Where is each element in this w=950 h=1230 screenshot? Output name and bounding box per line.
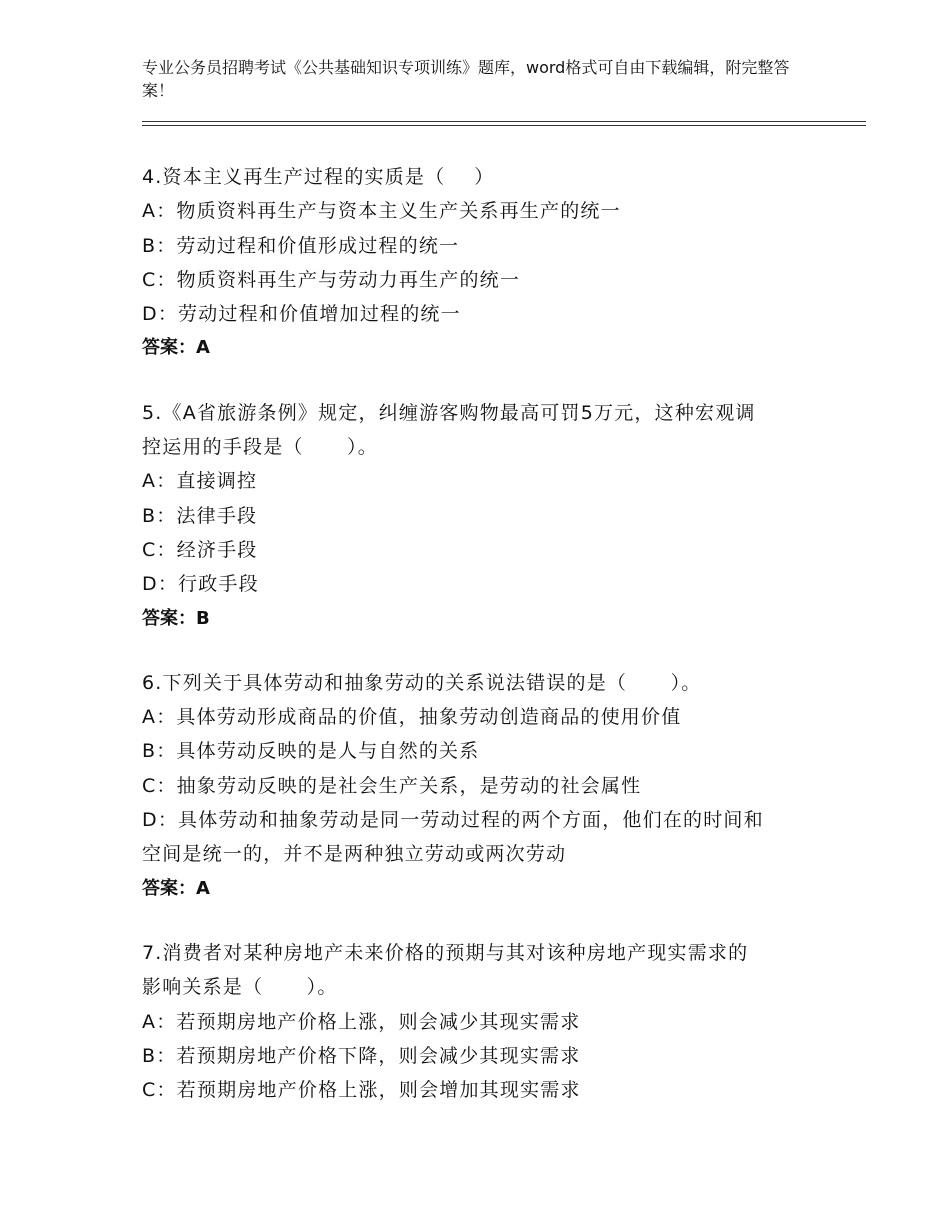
answer-label: 答案：A (142, 337, 210, 359)
option-b: B：劳动过程和价值形成过程的统一 (142, 234, 460, 257)
question-stem: 6.下列关于具体劳动和抽象劳动的关系说法错误的是（ ）。 (142, 671, 702, 694)
option-c: C：抽象劳动反映的是社会生产关系，是劳动的社会属性 (142, 774, 642, 797)
option-b: B：法律手段 (142, 504, 258, 527)
option-a: A：直接调控 (142, 470, 258, 493)
question-stem: 7.消费者对某种房地产未来价格的预期与其对该种房地产现实需求的 (142, 941, 749, 964)
option-d: D：行政手段 (142, 573, 259, 596)
question-stem: 4.资本主义再生产过程的实质是（ ） (142, 166, 495, 188)
question-list (142, 160, 822, 1137)
header-divider-top (142, 121, 866, 122)
question-stem: 5.《A省旅游条例》规定，纠缠游客购物最高可罚5万元，这种宏观调 (142, 401, 756, 424)
option-c: C：物质资料再生产与劳动力再生产的统一 (142, 268, 521, 291)
question-5 (142, 396, 822, 636)
question-7 (142, 936, 822, 1107)
option-c: C：经济手段 (142, 538, 258, 561)
question-stem-continued: 影响关系是（ ）。 (142, 976, 338, 999)
option-a: A：物质资料再生产与资本主义生产关系再生产的统一 (142, 200, 621, 223)
option-c: C：若预期房地产价格上涨，则会增加其现实需求 (142, 1079, 581, 1102)
header-divider-bottom (142, 125, 866, 126)
option-d: D：劳动过程和价值增加过程的统一 (142, 303, 461, 326)
question-6 (142, 666, 822, 906)
document-header: 专业公务员招聘考试《公共基础知识专项训练》题库，word格式可自由下载编辑，附完整答案！ (142, 58, 790, 100)
option-d-continued: 空间是统一的，并不是两种独立劳动或两次劳动 (142, 843, 567, 866)
question-stem-continued: 控运用的手段是（ ）。 (142, 436, 378, 459)
question-4 (142, 160, 822, 366)
answer-label: 答案：A (142, 877, 210, 899)
answer-label: 答案：B (142, 607, 210, 629)
option-a: A：若预期房地产价格上涨，则会减少其现实需求 (142, 1010, 581, 1033)
option-b: B：具体劳动反映的是人与自然的关系 (142, 740, 480, 763)
option-b: B：若预期房地产价格下降，则会减少其现实需求 (142, 1044, 581, 1067)
option-a: A：具体劳动形成商品的价值，抽象劳动创造商品的使用价值 (142, 706, 682, 729)
option-d: D：具体劳动和抽象劳动是同一劳动过程的两个方面，他们在的时间和 (142, 809, 764, 832)
